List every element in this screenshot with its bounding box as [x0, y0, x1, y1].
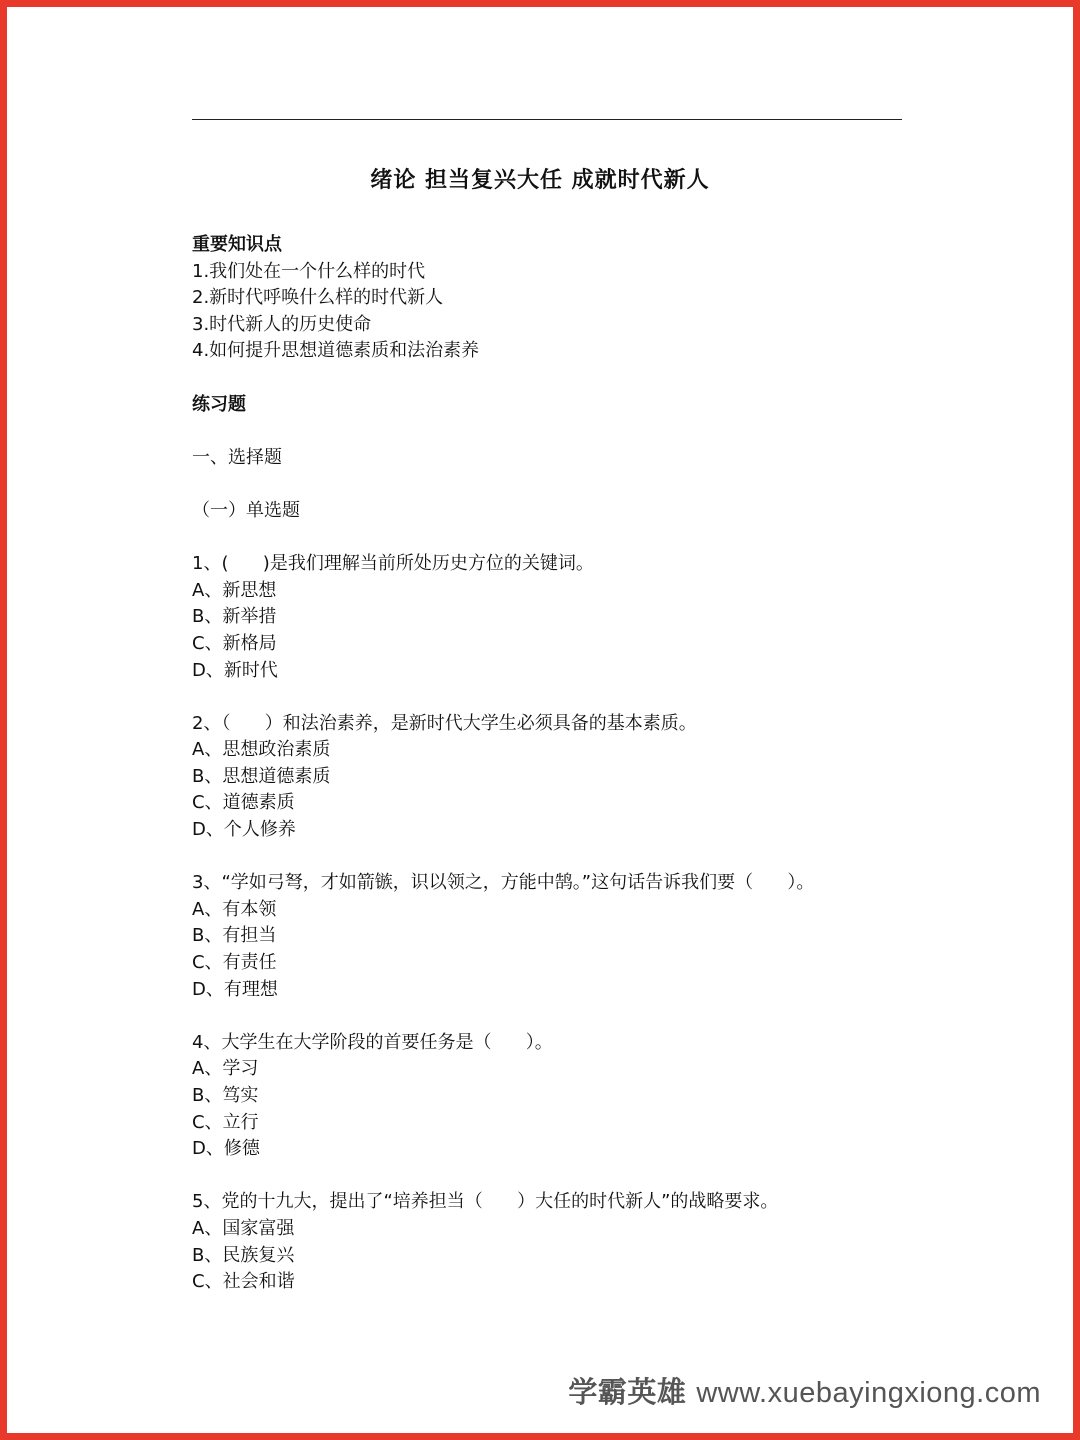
option: D、有理想	[192, 978, 278, 1000]
option: C、新格局	[192, 632, 277, 654]
option: A、新思想	[192, 579, 277, 601]
question-stem: 5、党的十九大，提出了“培养担当（ ）大任的时代新人”的战略要求。	[192, 1191, 779, 1213]
option: A、学习	[192, 1058, 259, 1080]
option: C、道德素质	[192, 792, 295, 814]
question-2	[192, 711, 912, 844]
option: D、修德	[192, 1138, 260, 1160]
knowledge-heading: 重要知识点	[192, 234, 282, 255]
page-title: 绪论 担当复兴大任 成就时代新人	[370, 168, 710, 193]
question-4	[192, 1030, 912, 1163]
option: B、笃实	[192, 1085, 259, 1106]
subsection-heading: （一）单选题	[192, 499, 300, 521]
option: C、有责任	[192, 952, 277, 974]
option: D、新时代	[192, 659, 278, 681]
knowledge-item: 4.如何提升思想道德素质和法治素养	[192, 340, 480, 362]
practice-heading: 练习题	[192, 393, 246, 415]
option: D、个人修养	[192, 819, 296, 841]
option: B、民族复兴	[192, 1244, 295, 1266]
option: A、思想政治素质	[192, 739, 331, 761]
watermark-url: www.xuebayingxiong.com	[696, 1377, 1041, 1409]
knowledge-item: 3.时代新人的历史使命	[192, 313, 372, 335]
document-body	[192, 232, 912, 1296]
option: B、有担当	[192, 925, 277, 947]
question-3	[192, 870, 912, 1003]
header-rule	[192, 119, 902, 120]
question-stem: 1、( )是我们理解当前所处历史方位的关键词。	[192, 553, 594, 575]
option: B、思想道德素质	[192, 765, 331, 787]
question-stem: 4、大学生在大学阶段的首要任务是（ ）。	[192, 1031, 553, 1053]
watermark-brand: 学霸英雄	[568, 1377, 687, 1409]
knowledge-item: 1.我们处在一个什么样的时代	[192, 260, 426, 282]
option: C、社会和谐	[192, 1271, 295, 1293]
option: A、国家富强	[192, 1217, 295, 1239]
question-stem: 3、“学如弓弩，才如箭镞，识以领之，方能中鹄。”这句话告诉我们要（ ）。	[192, 872, 815, 894]
section-heading: 一、选择题	[192, 446, 282, 468]
question-5	[192, 1189, 912, 1295]
question-1	[192, 551, 912, 684]
question-stem: 2、（ ）和法治素养，是新时代大学生必须具备的基本素质。	[192, 712, 697, 734]
option: A、有本领	[192, 898, 277, 920]
option: B、新举措	[192, 606, 277, 628]
option: C、立行	[192, 1111, 259, 1133]
knowledge-item: 2.新时代呼唤什么样的时代新人	[192, 287, 444, 309]
watermark	[568, 1370, 1041, 1411]
